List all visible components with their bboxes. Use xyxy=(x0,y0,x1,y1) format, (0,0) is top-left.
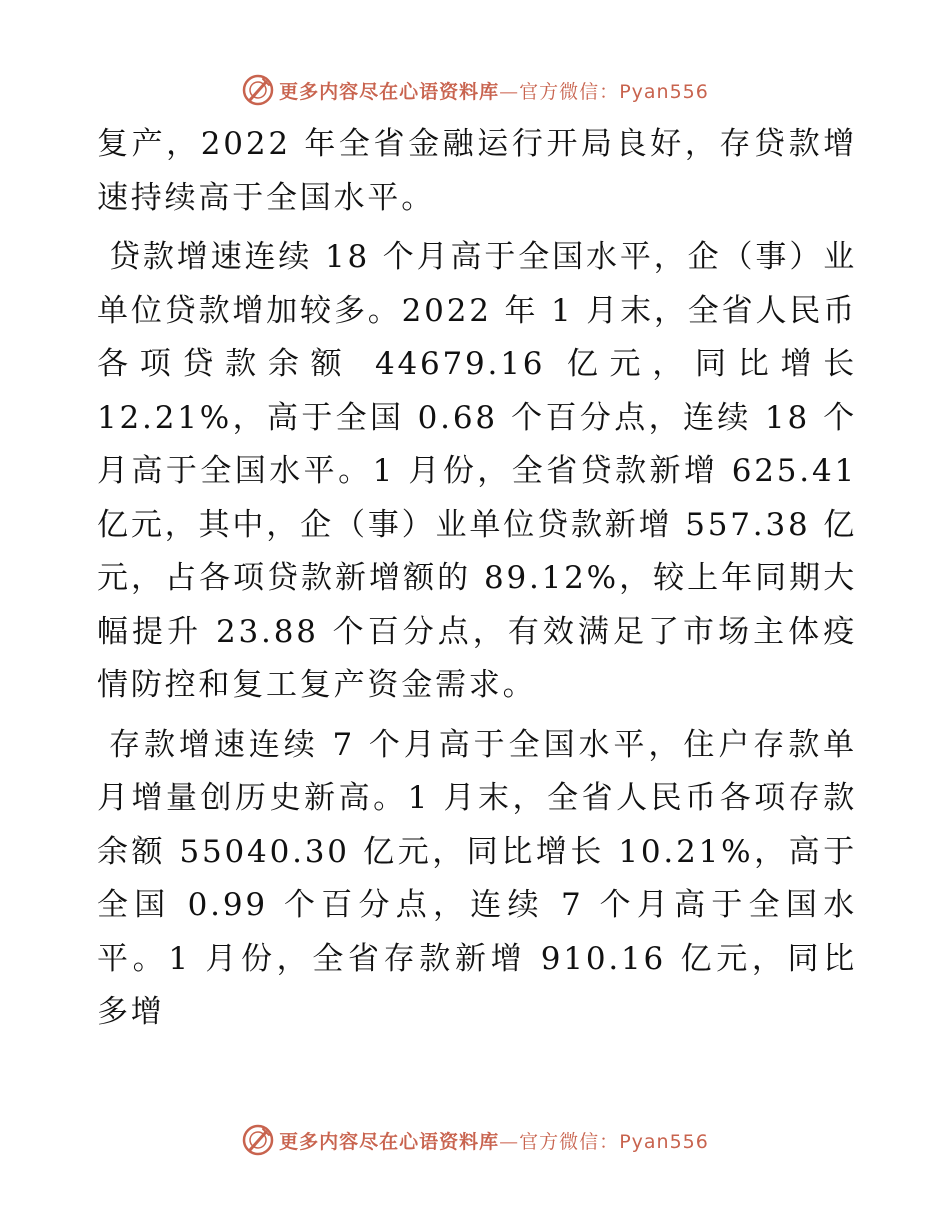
banner-wechat-label: 官方微信： xyxy=(519,80,620,103)
brand-logo-icon xyxy=(241,73,275,107)
paragraph-intro-continued: 复产，2022 年全省金融运行开局良好，存贷款增速持续高于全国水平。 xyxy=(97,126,857,216)
banner-brand: 更多内容尽在心语资料库 xyxy=(279,1130,500,1153)
banner-text xyxy=(279,77,709,104)
banner-wechat-label: 官方微信： xyxy=(519,1130,620,1153)
banner-brand: 更多内容尽在心语资料库 xyxy=(279,80,500,103)
banner-separator: — xyxy=(499,1130,520,1153)
header-watermark-banner xyxy=(0,70,950,110)
footer-watermark-banner xyxy=(0,1120,950,1160)
document-body xyxy=(97,118,857,1046)
banner-wechat-id: Pyan556 xyxy=(619,80,709,103)
paragraph-loans: 贷款增速连续 18 个月高于全国水平，企（事）业单位贷款增加较多。2022 年 1 月末，全省人民币各项贷款余额 44679.16 亿元，同比增长 12.21%，高于全国 0.68 个百分点，连续 18 个月高于全国水平。1 月份，全省贷款新增 625.41 亿元，其中，企（事）业单位贷款新增 557.38 亿元，占各项贷款新增额的 89.12%，较上年同期大幅提升 23.88 个百分点，有效满足了市场主体疫情防控和复工复产资金需求。 xyxy=(97,239,857,703)
banner-wechat-id: Pyan556 xyxy=(619,1130,709,1153)
brand-logo-icon xyxy=(241,1123,275,1157)
banner-separator: — xyxy=(499,80,520,103)
banner-text xyxy=(279,1127,709,1154)
paragraph-deposits: 存款增速连续 7 个月高于全国水平，住户存款单月增量创历史新高。1 月末，全省人民币各项存款余额 55040.30 亿元，同比增长 10.21%，高于全国 0.99 个百分点，连续 7 个月高于全国水平。1 月份，全省存款新增 910.16 亿元，同比多增 xyxy=(97,726,857,1030)
